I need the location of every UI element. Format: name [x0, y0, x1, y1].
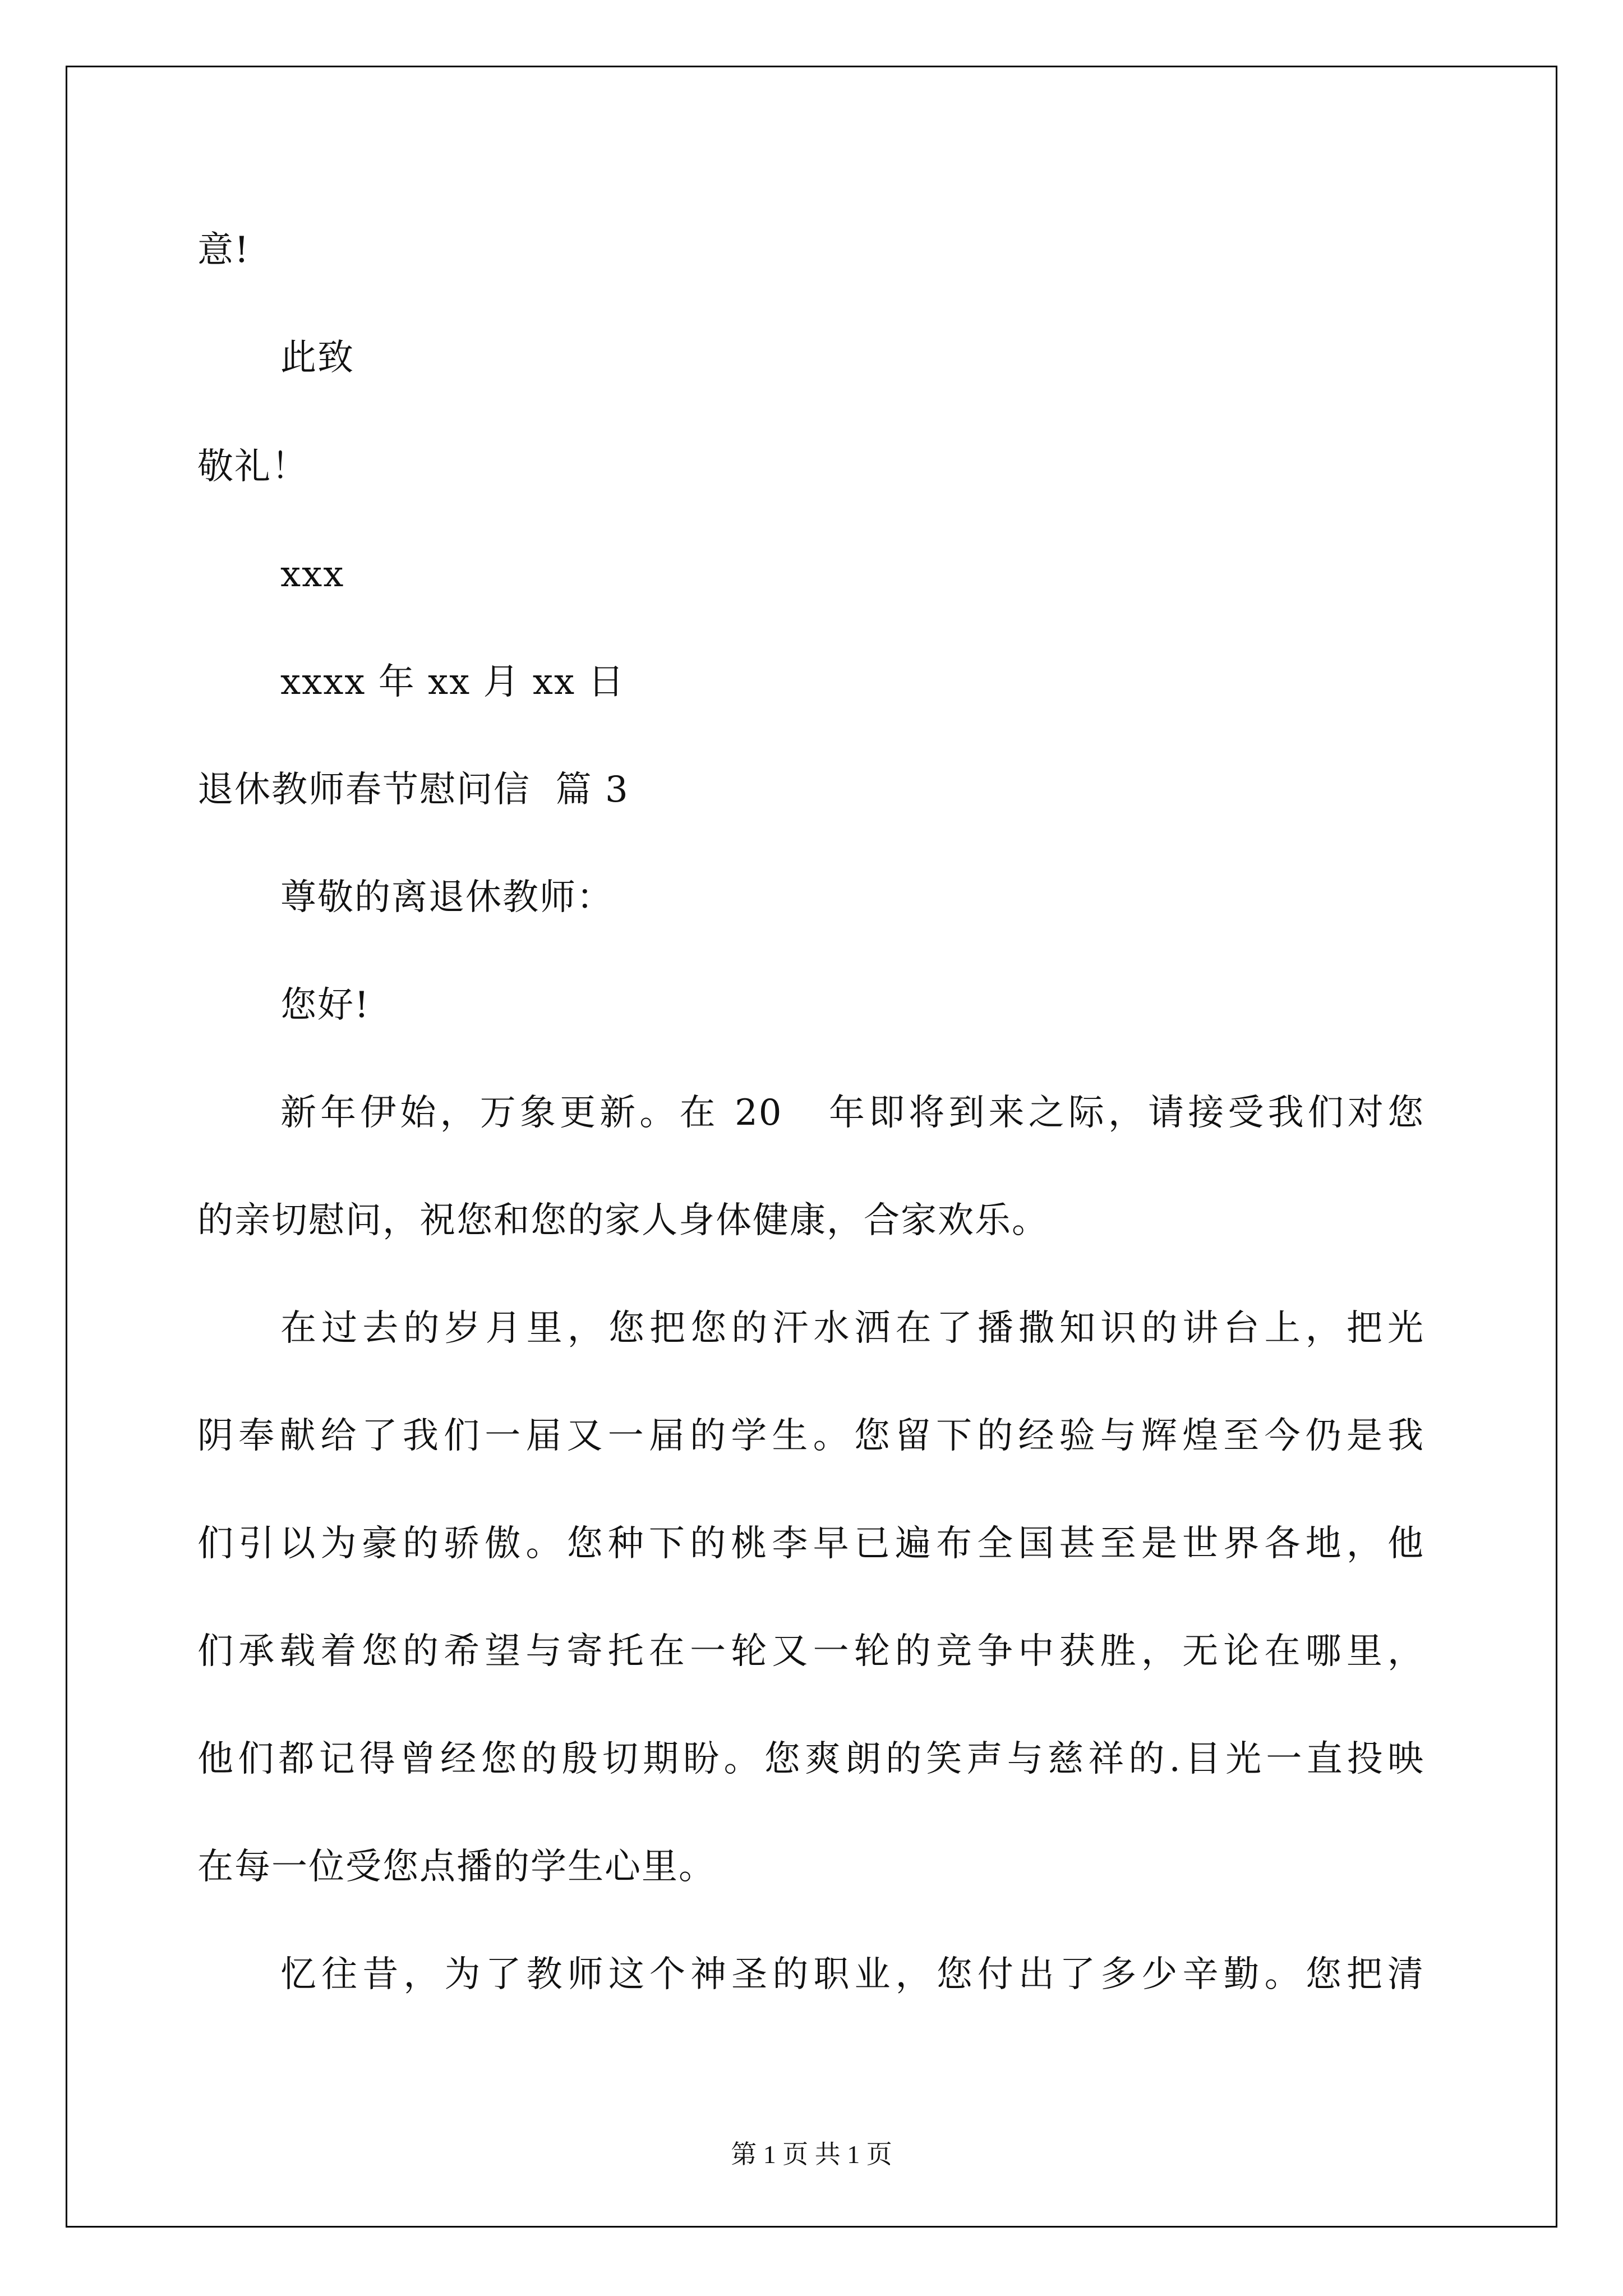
paragraph-line: 们承载着您的希望与寄托在一轮又一轮的竞争中获胜，无论在哪里，	[197, 1631, 1424, 1672]
paragraph-line: 在过去的岁月里，您把您的汗水洒在了播撒知识的讲台上，把光	[280, 1308, 1424, 1349]
paragraph-line: 忆往昔，为了教师这个神圣的职业，您付出了多少辛勤。您把清	[280, 1954, 1424, 1995]
paragraph-line: 在每一位受您点播的学生心里。	[197, 1846, 716, 1888]
section-heading: 退休教师春节慰问信 篇 3	[197, 769, 629, 811]
text-line: xxxx 年 xx 月 xx 日	[280, 661, 625, 703]
text-line: xxx	[280, 554, 345, 595]
paragraph-line: 们引以为豪的骄傲。您种下的桃李早已遍布全国甚至是世界各地，他	[197, 1523, 1424, 1565]
page-number-footer: 第 1 页 共 1 页	[731, 2140, 892, 2169]
page-border	[66, 66, 1557, 2228]
paragraph-line: 阴奉献给了我们一届又一届的学生。您留下的经验与辉煌至今仍是我	[197, 1415, 1424, 1457]
text-line: 敬礼！	[197, 446, 308, 487]
salutation: 尊敬的离退休教师：	[280, 877, 614, 918]
paragraph-line: 的亲切慰问，祝您和您的家人身体健康，合家欢乐。	[197, 1200, 1049, 1241]
text-line: 此致	[280, 337, 354, 379]
paragraph-line: 他们都记得曾经您的殷切期盼。您爽朗的笑声与慈祥的.目光一直投映	[197, 1738, 1424, 1780]
paragraph-line: 新年伊始，万象更新。在 20 年即将到来之际，请接受我们对您	[280, 1092, 1424, 1134]
text-line: 意!	[197, 229, 250, 271]
greeting: 您好!	[280, 984, 370, 1026]
